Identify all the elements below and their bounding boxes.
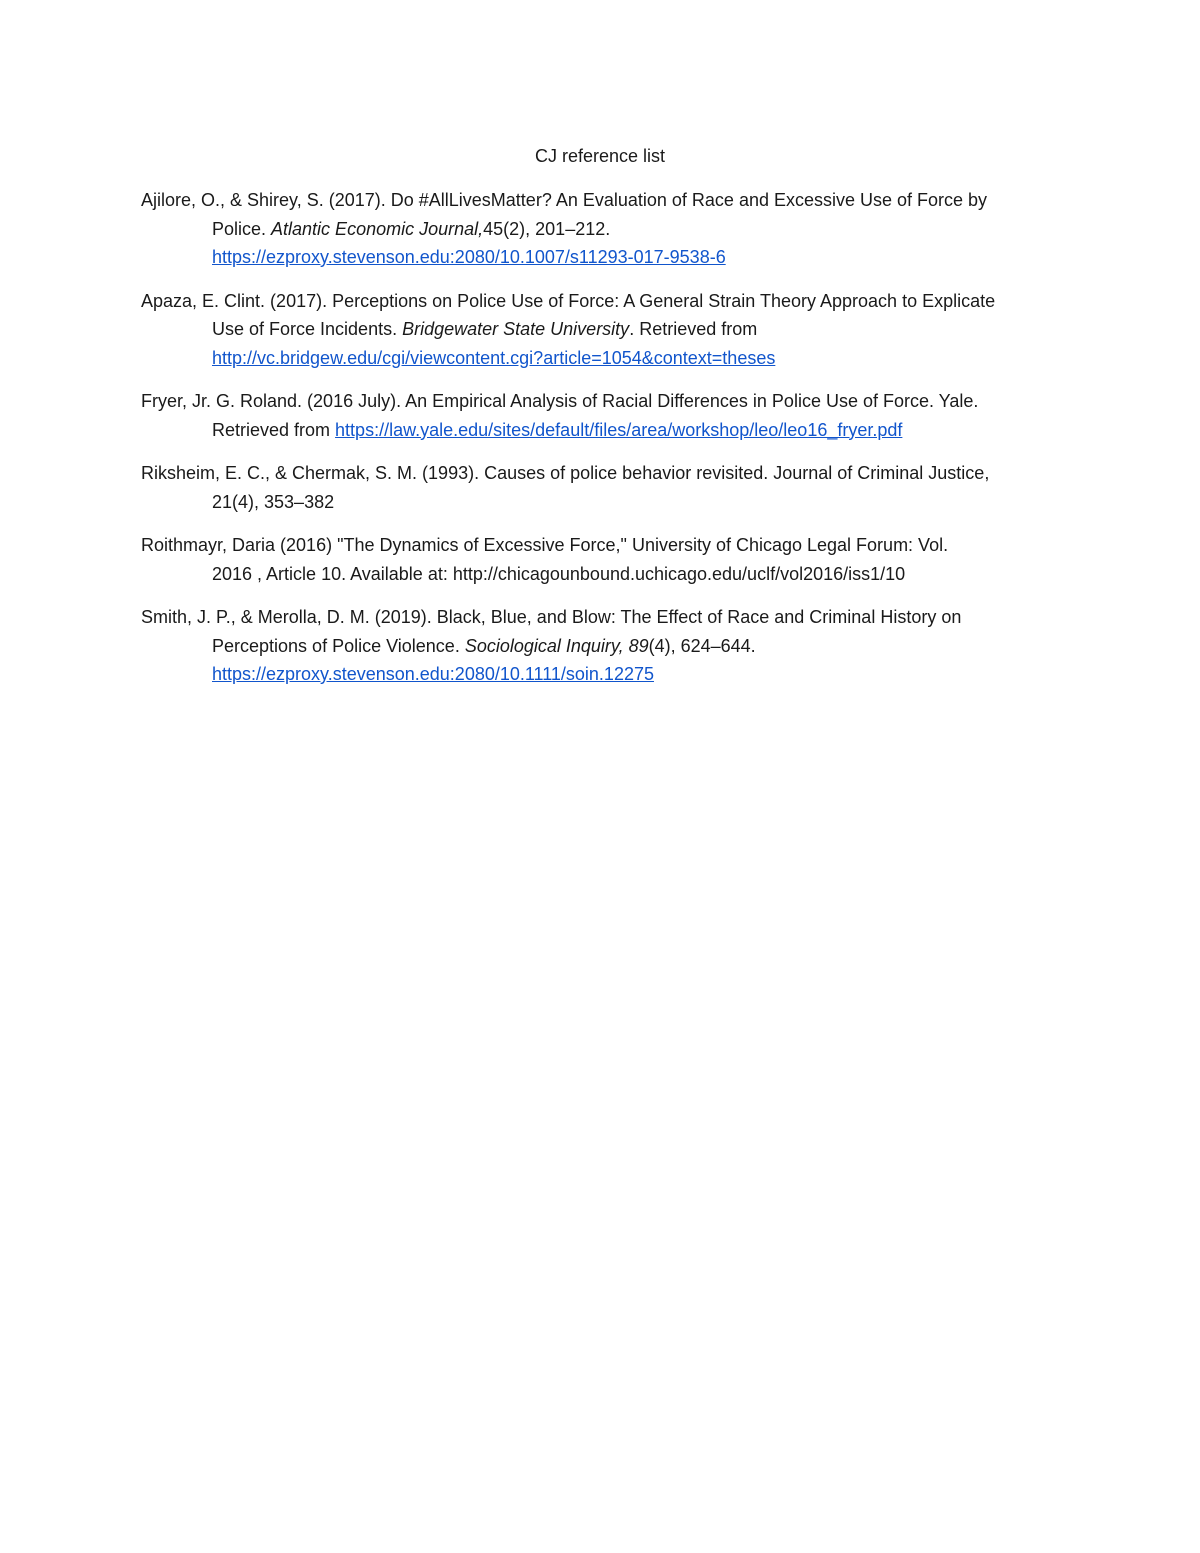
reference-entry-apaza bbox=[141, 287, 1071, 373]
reference-entry-fryer bbox=[141, 387, 1071, 444]
reference-line: Fryer, Jr. G. Roland. (2016 July). An Empirical Analysis of Racial Differences in Police Use of Force. Yale. bbox=[141, 391, 979, 411]
reference-entry-roithmayr bbox=[141, 531, 1071, 588]
reference-line bbox=[212, 215, 1071, 244]
reference-line: 2016 , Article 10. Available at: http://chicagounbound.uchicago.edu/uclf/vol2016/iss1/10 bbox=[212, 563, 906, 584]
reference-text: (4), 624–644. bbox=[648, 635, 756, 656]
reference-entry-ajilore bbox=[141, 186, 1071, 272]
reference-line: 21(4), 353–382 bbox=[212, 491, 335, 512]
reference-text: Perceptions of Police Violence. bbox=[212, 635, 465, 656]
reference-link[interactable]: https://ezproxy.stevenson.edu:2080/10.1007/s11293-017-9538-6 bbox=[212, 247, 726, 267]
reference-text: . Retrieved from bbox=[629, 319, 758, 339]
reference-line bbox=[212, 660, 1071, 689]
reference-line bbox=[212, 344, 1071, 373]
reference-entry-riksheim bbox=[141, 459, 1071, 516]
reference-text: 45(2), 201–212. bbox=[483, 218, 611, 239]
reference-entry-smith bbox=[141, 603, 1071, 689]
reference-line: Apaza, E. Clint. (2017). Perceptions on Police Use of Force: A General Strain Theory Approach to Explicate bbox=[141, 290, 996, 311]
reference-list bbox=[141, 186, 1071, 704]
reference-line bbox=[212, 315, 1071, 344]
reference-line bbox=[212, 243, 1071, 272]
reference-text: Retrieved from bbox=[212, 419, 336, 440]
reference-line bbox=[212, 416, 1071, 445]
journal-title: Atlantic Economic Journal, bbox=[271, 218, 484, 239]
journal-title: Sociological Inquiry, 89 bbox=[464, 635, 649, 656]
reference-line: Smith, J. P., & Merolla, D. M. (2019). Black, Blue, and Blow: The Effect of Race and Criminal History on bbox=[141, 607, 962, 627]
reference-line: Ajilore, O., & Shirey, S. (2017). Do #AllLivesMatter? An Evaluation of Race and Excessive Use of Force by bbox=[141, 190, 988, 210]
reference-link[interactable]: http://vc.bridgew.edu/cgi/viewcontent.cgi?article=1054&context=theses bbox=[212, 347, 776, 368]
page-title: CJ reference list bbox=[534, 146, 666, 166]
reference-line: Roithmayr, Daria (2016) "The Dynamics of Excessive Force," University of Chicago Legal Forum: Vol. bbox=[141, 535, 949, 555]
reference-line bbox=[212, 632, 1071, 661]
reference-link[interactable]: https://ezproxy.stevenson.edu:2080/10.1111/soin.12275 bbox=[212, 664, 654, 684]
reference-text: Use of Force Incidents. bbox=[212, 319, 403, 339]
reference-link[interactable]: https://law.yale.edu/sites/default/files/area/workshop/leo/leo16_fryer.pdf bbox=[335, 419, 903, 440]
reference-line: Riksheim, E. C., & Chermak, S. M. (1993). Causes of police behavior revisited. Journal of Criminal Justice, bbox=[141, 463, 990, 483]
source-title: Bridgewater State University bbox=[402, 319, 630, 339]
reference-text: Police. bbox=[212, 218, 272, 239]
